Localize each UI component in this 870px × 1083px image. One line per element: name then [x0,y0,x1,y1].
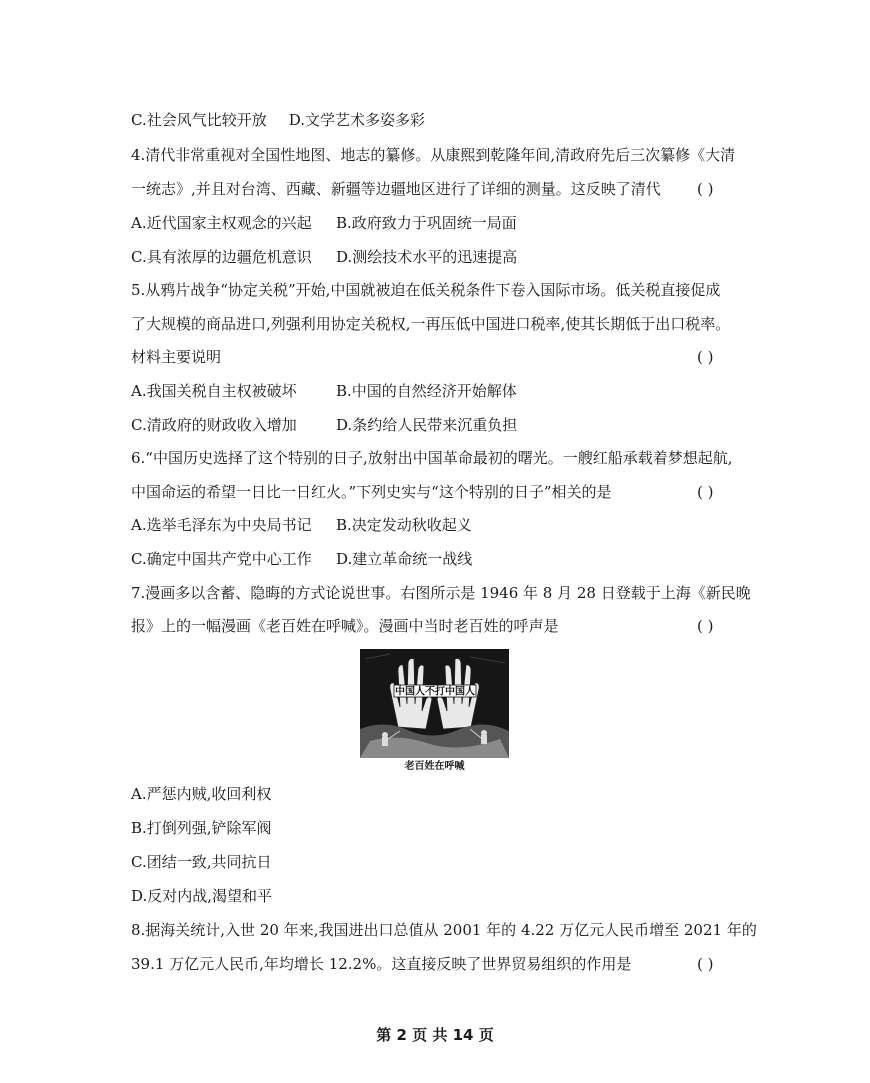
q7-stem-line2: 报》上的一幅漫画《老百姓在呼喊》。漫画中当时老百姓的呼声是 [131,617,559,635]
q4-option-d: D.测绘技术水平的迅速提高 [336,248,518,266]
q4-options-ab [131,213,517,233]
q6-options-cd [131,549,472,569]
q3-option-c: C.社会风气比较开放 [131,111,267,129]
q8-stem-line1: 8.据海关统计,入世 20 年来,我国进出口总值从 2001 年的 4.22 万亿元人民币增至 2021 年的 [131,921,757,939]
cartoon-banner-text: 中国人不打中国人 [395,686,475,698]
q5-option-d: D.条约给人民带来沉重负担 [336,416,518,434]
q7-option-b: B.打倒列强,铲除军阀 [131,819,272,837]
q5-option-a: A.我国关税自主权被破坏 [131,382,297,400]
cartoon-caption: 老百姓在呼喊 [404,761,465,772]
q6-stem-line2: 中国命运的希望一日比一日红火。”下列史实与“这个特别的日子”相关的是 [131,483,612,501]
q7-option-c: C.团结一致,共同抗日 [131,853,272,871]
q5-option-b: B.中国的自然经济开始解体 [336,382,517,400]
q4-option-c: C.具有浓厚的边疆危机意识 [131,248,312,266]
q7-stem-line1: 7.漫画多以含蓄、隐晦的方式论说世事。右图所示是 1946 年 8 月 28 日登载于上海《新民晚 [131,584,751,602]
q3-option-d: D.文学艺术多姿多彩 [288,111,425,129]
q4-answer-blank: ( ) [697,180,714,198]
q6-option-a: A.选举毛泽东为中央局书记 [131,516,312,534]
q4-option-b: B.政府致力于巩固统一局面 [336,214,517,232]
q5-stem-line2: 了大规模的商品进口,列强利用协定关税权,一再压低中国进口税率,使其长期低于出口税率。 [131,315,731,333]
q7-option-d: D.反对内战,渴望和平 [131,887,273,905]
cartoon-illustration [360,649,509,758]
q7-answer-blank: ( ) [697,617,714,635]
q5-options-ab [131,381,517,401]
q6-option-b: B.决定发动秋收起义 [336,516,472,534]
q5-stem-line3: 材料主要说明 [131,348,222,366]
q4-option-a: A.近代国家主权观念的兴起 [131,214,312,232]
q5-options-cd [131,415,517,435]
q8-stem-line2: 39.1 万亿元人民币,年均增长 12.2%。这直接反映了世界贸易组织的作用是 [131,955,632,973]
q6-options-ab [131,515,472,535]
q4-stem-line1: 4.清代非常重视对全国性地图、地志的纂修。从康熙到乾隆年间,清政府先后三次纂修《大清 [131,146,736,164]
q4-stem-line2: 一统志》,并且对台湾、西藏、新疆等边疆地区进行了详细的测量。这反映了清代 [131,180,661,198]
q6-stem-line1: 6.“中国历史选择了这个特别的日子,放射出中国革命最初的曙光。一艘红船承载着梦想起航, [131,449,733,467]
q5-option-c: C.清政府的财政收入增加 [131,416,297,434]
q8-answer-blank: ( ) [697,955,714,973]
q6-option-d: D.建立革命统一战线 [336,550,473,568]
q6-option-c: C.确定中国共产党中心工作 [131,550,312,568]
q6-answer-blank: ( ) [697,483,714,501]
q4-options-cd [131,247,517,267]
q3-options-cd [131,110,425,130]
cartoon-image [360,649,509,758]
q5-answer-blank: ( ) [697,348,714,366]
q7-option-a: A.严惩内贼,收回利权 [131,785,272,803]
page-footer: 第 2 页 共 14 页 [376,1026,494,1044]
q5-stem-line1: 5.从鸦片战争“协定关税”开始,中国就被迫在低关税条件下卷入国际市场。低关税直接促成 [131,281,721,299]
